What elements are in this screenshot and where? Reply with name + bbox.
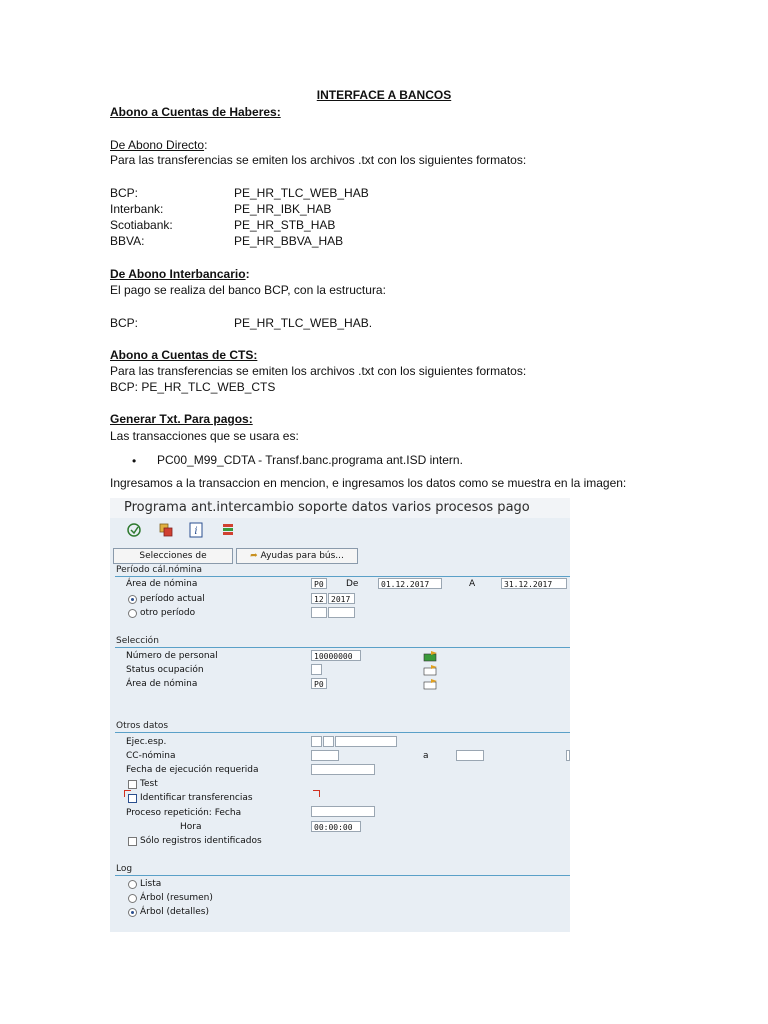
ejec-esp-field-3[interactable] <box>335 736 397 747</box>
bank-name: BCP: <box>110 316 139 330</box>
seleccion-group-line <box>115 647 570 648</box>
fecha-ejecucion-label: Fecha de ejecución requerida <box>126 765 259 775</box>
ejec-esp-label: Ejec.esp. <box>126 737 167 747</box>
solo-registros-checkbox[interactable] <box>128 837 137 846</box>
multiple-selection-icon[interactable] <box>423 678 439 690</box>
interbancario-label: De Abono Interbancario <box>110 267 246 281</box>
status-ocupacion-label: Status ocupación <box>126 665 204 675</box>
hora-label: Hora <box>180 822 202 832</box>
arbol-detalles-radio[interactable] <box>128 908 137 917</box>
de-label: De <box>346 579 359 589</box>
abono-directo-colon: : <box>204 138 208 152</box>
periodo-actual-label: período actual <box>140 594 205 604</box>
bullet-dot: • <box>132 454 137 468</box>
periodo-area-field[interactable]: P0 <box>311 578 327 589</box>
sap-window-title: Programa ant.intercambio soporte datos varios procesos pago <box>110 498 570 518</box>
log-group-title: Log <box>116 864 133 874</box>
execute-icon[interactable] <box>126 522 142 538</box>
lista-label: Lista <box>140 879 162 889</box>
document-title: INTERFACE A BANCOS <box>316 88 452 102</box>
bank-name: Scotiabank: <box>110 218 173 232</box>
fecha-ejecucion-field[interactable] <box>311 764 375 775</box>
periodo-actual-radio[interactable] <box>128 595 137 604</box>
periodo-month-field[interactable]: 12 <box>311 593 327 604</box>
seleccion-area-label: Área de nómina <box>126 679 198 689</box>
arbol-resumen-radio[interactable] <box>128 894 137 903</box>
status-ocupacion-field[interactable] <box>311 664 322 675</box>
bank-format: PE_HR_IBK_HAB <box>234 202 332 216</box>
periodo-group-title: Período cál.nómina <box>116 565 202 575</box>
sap-toolbar <box>110 520 570 542</box>
otro-periodo-radio[interactable] <box>128 609 137 618</box>
bank-format: PE_HR_TLC_WEB_HAB <box>234 186 369 200</box>
layout-icon[interactable] <box>220 522 236 538</box>
arbol-resumen-label: Árbol (resumen) <box>140 893 213 903</box>
seleccion-area-field[interactable]: P0 <box>311 678 327 689</box>
otro-periodo-label: otro período <box>140 608 196 618</box>
proceso-fecha-label: Proceso repetición: Fecha <box>126 808 242 818</box>
de-date-field[interactable]: 01.12.2017 <box>378 578 442 589</box>
ingresamos-line: Ingresamos a la transaccion en mencion, e ingresamos los datos como se muestra en la imagen: <box>110 476 627 490</box>
otro-year-field[interactable] <box>328 607 355 618</box>
section-heading-generar: Generar Txt. Para pagos: <box>110 412 253 426</box>
cc-a-label: a <box>423 751 429 761</box>
seleccion-group-title: Selección <box>116 636 159 646</box>
ejec-esp-field-2[interactable] <box>323 736 334 747</box>
focus-corner-top-left <box>124 790 131 797</box>
interbancario-heading <box>110 267 250 282</box>
lista-radio[interactable] <box>128 880 137 889</box>
bank-name: Interbank: <box>110 202 164 216</box>
periodo-year-field[interactable]: 2017 <box>328 593 355 604</box>
a-date-field[interactable]: 31.12.2017 <box>501 578 567 589</box>
arbol-detalles-label: Árbol (detalles) <box>140 907 209 917</box>
cc-nomina-from-field[interactable] <box>311 750 339 761</box>
sap-screenshot <box>110 498 570 932</box>
periodo-area-label: Área de nómina <box>126 579 198 589</box>
a-label: A <box>469 579 476 589</box>
test-label: Test <box>140 779 158 789</box>
otro-month-field[interactable] <box>311 607 327 618</box>
bank-name: BCP: <box>110 186 139 200</box>
numero-personal-field[interactable]: 10000000 <box>311 650 361 661</box>
sap-tab-buttons <box>110 548 570 564</box>
numero-personal-label: Número de personal <box>126 651 218 661</box>
ayudas-icon: ➦ <box>250 551 258 561</box>
abono-directo-label: De Abono Directo <box>110 138 205 152</box>
interbancario-colon: : <box>245 267 250 281</box>
bank-format: PE_HR_TLC_WEB_HAB. <box>234 316 373 330</box>
cc-extra-field[interactable] <box>566 750 570 761</box>
otros-group-line <box>115 732 570 733</box>
info-icon[interactable] <box>188 522 204 538</box>
proceso-fecha-field[interactable] <box>311 806 375 817</box>
transferencias-line: Para las transferencias se emiten los archivos .txt con los siguientes formatos: <box>110 153 527 167</box>
selecciones-button[interactable]: Selecciones de <box>113 548 233 564</box>
hora-field[interactable]: 00:00:00 <box>311 821 361 832</box>
cts-line-1: Para las transferencias se emiten los archivos .txt con los siguientes formatos: <box>110 364 527 378</box>
svg-text:i: i <box>194 526 198 537</box>
bank-name: BBVA: <box>110 234 145 248</box>
ayudas-button[interactable] <box>236 548 358 564</box>
periodo-group-line <box>115 576 570 577</box>
solo-registros-label: Sólo registros identificados <box>140 836 262 846</box>
transacciones-line: Las transacciones que se usara es: <box>110 429 299 443</box>
ejec-esp-field-1[interactable] <box>311 736 322 747</box>
multiple-selection-icon[interactable] <box>423 650 439 662</box>
section-heading-cts: Abono a Cuentas de CTS: <box>110 348 258 362</box>
otros-group-title: Otros datos <box>116 721 169 731</box>
cc-nomina-to-field[interactable] <box>456 750 484 761</box>
section-heading-haberes: Abono a Cuentas de Haberes: <box>110 105 281 119</box>
multiple-selection-icon[interactable] <box>423 664 439 676</box>
cc-nomina-label: CC-nómina <box>126 751 176 761</box>
cts-line-2: BCP: PE_HR_TLC_WEB_CTS <box>110 380 276 394</box>
bullet-item: PC00_M99_CDTA - Transf.banc.programa ant.ISD intern. <box>157 453 463 467</box>
abono-directo-heading <box>110 138 207 153</box>
bank-format: PE_HR_STB_HAB <box>234 218 336 232</box>
variant-icon[interactable] <box>158 522 174 538</box>
bank-format: PE_HR_BBVA_HAB <box>234 234 344 248</box>
ayudas-label: Ayudas para bús... <box>260 551 344 561</box>
test-checkbox[interactable] <box>128 780 137 789</box>
log-group-line <box>115 875 570 876</box>
focus-corner-top-right <box>313 790 320 797</box>
pago-line: El pago se realiza del banco BCP, con la estructura: <box>110 283 386 297</box>
identificar-label: Identificar transferencias <box>140 793 253 803</box>
